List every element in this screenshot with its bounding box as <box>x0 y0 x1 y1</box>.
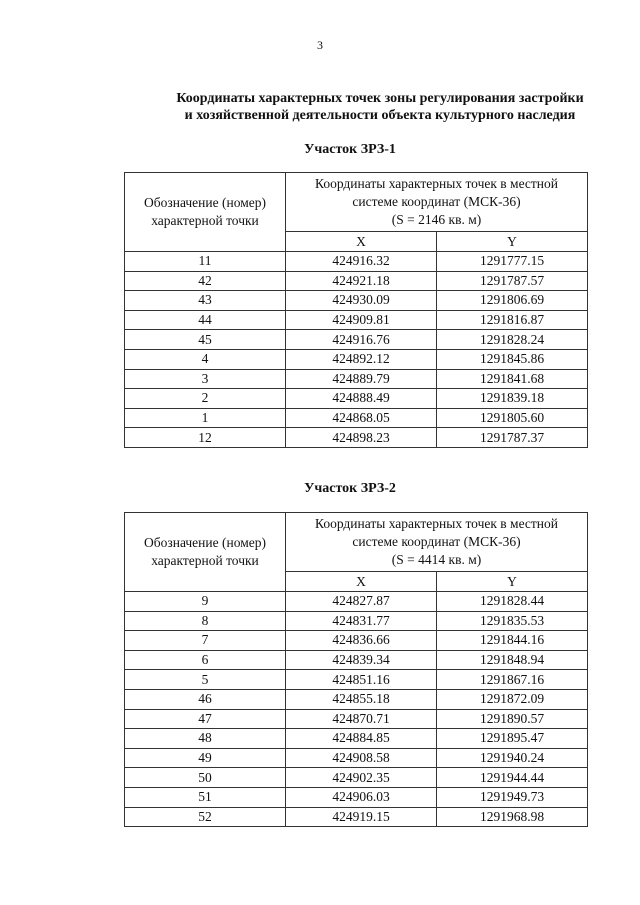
x-cell: 424889.79 <box>286 369 437 389</box>
table-row <box>125 592 588 612</box>
y-cell: 1291835.53 <box>437 611 588 631</box>
x-cell: 424831.77 <box>286 611 437 631</box>
point-cell: 50 <box>125 768 286 788</box>
point-cell: 8 <box>125 611 286 631</box>
point-cell: 51 <box>125 787 286 807</box>
x-cell: 424909.81 <box>286 310 437 330</box>
point-cell: 3 <box>125 369 286 389</box>
table-row <box>125 787 588 807</box>
y-cell: 1291895.47 <box>437 729 588 749</box>
x-cell: 424916.76 <box>286 330 437 350</box>
table-row <box>125 631 588 651</box>
table-row <box>125 709 588 729</box>
x-cell: 424930.09 <box>286 291 437 311</box>
x-header: X <box>286 572 437 592</box>
coordinates-header <box>286 513 588 572</box>
y-cell: 1291944.44 <box>437 768 588 788</box>
x-cell: 424919.15 <box>286 807 437 827</box>
y-cell: 1291816.87 <box>437 310 588 330</box>
section-title-zrz-2: Участок ЗРЗ-2 <box>304 481 396 496</box>
coordinates-header-area: (S = 4414 кв. м) <box>391 552 482 567</box>
point-cell: 47 <box>125 709 286 729</box>
x-cell: 424836.66 <box>286 631 437 651</box>
y-cell: 1291777.15 <box>437 252 588 272</box>
table-row <box>125 349 588 369</box>
table-row <box>125 768 588 788</box>
y-cell: 1291839.18 <box>437 389 588 409</box>
y-cell: 1291949.73 <box>437 787 588 807</box>
document-title-line-2: и хозяйственной деятельности объекта культурного наследия <box>184 108 576 123</box>
point-cell: 4 <box>125 349 286 369</box>
x-cell: 424898.23 <box>286 428 437 448</box>
table-row <box>125 689 588 709</box>
document-title-line-1: Координаты характерных точек зоны регулирования застройки <box>176 91 584 106</box>
table-row <box>125 291 588 311</box>
point-cell: 49 <box>125 748 286 768</box>
y-cell: 1291872.09 <box>437 689 588 709</box>
point-cell: 11 <box>125 252 286 272</box>
y-cell: 1291828.44 <box>437 592 588 612</box>
table-row <box>125 650 588 670</box>
y-cell: 1291940.24 <box>437 748 588 768</box>
point-cell: 48 <box>125 729 286 749</box>
coordinates-header-line-1: Координаты характерных точек в местной <box>314 516 558 531</box>
y-cell: 1291867.16 <box>437 670 588 690</box>
coordinates-header-line-1: Координаты характерных точек в местной <box>314 176 558 191</box>
table-row <box>125 807 588 827</box>
y-cell: 1291845.86 <box>437 349 588 369</box>
y-cell: 1291806.69 <box>437 291 588 311</box>
coordinates-header <box>286 173 588 232</box>
coordinates-header-area: (S = 2146 кв. м) <box>391 212 482 227</box>
x-cell: 424839.34 <box>286 650 437 670</box>
table-row <box>125 369 588 389</box>
point-cell: 9 <box>125 592 286 612</box>
section-title-zrz-1: Участок ЗРЗ-1 <box>304 142 396 157</box>
table-row <box>125 670 588 690</box>
x-cell: 424827.87 <box>286 592 437 612</box>
y-header: Y <box>437 572 588 592</box>
coordinates-table-zrz-1 <box>124 172 588 448</box>
table-body-zrz-2 <box>125 592 588 827</box>
point-cell: 5 <box>125 670 286 690</box>
table-row <box>125 408 588 428</box>
table-row <box>125 310 588 330</box>
point-cell: 46 <box>125 689 286 709</box>
point-label-header: Обозначение (номер) характерной точки <box>125 173 286 252</box>
x-cell: 424906.03 <box>286 787 437 807</box>
coordinates-table-zrz-2 <box>124 512 588 827</box>
y-cell: 1291787.57 <box>437 271 588 291</box>
coordinates-header-line-2: системе координат (МСК-36) <box>352 194 521 209</box>
point-cell: 52 <box>125 807 286 827</box>
x-cell: 424888.49 <box>286 389 437 409</box>
point-cell: 7 <box>125 631 286 651</box>
point-cell: 44 <box>125 310 286 330</box>
table-row <box>125 252 588 272</box>
y-cell: 1291890.57 <box>437 709 588 729</box>
table-row <box>125 611 588 631</box>
point-cell: 1 <box>125 408 286 428</box>
coordinates-header-line-2: системе координат (МСК-36) <box>352 534 521 549</box>
table-body-zrz-1 <box>125 252 588 448</box>
point-cell: 6 <box>125 650 286 670</box>
y-cell: 1291968.98 <box>437 807 588 827</box>
table-row <box>125 729 588 749</box>
table-row <box>125 389 588 409</box>
x-cell: 424855.18 <box>286 689 437 709</box>
table-row <box>125 748 588 768</box>
point-cell: 2 <box>125 389 286 409</box>
x-cell: 424884.85 <box>286 729 437 749</box>
x-cell: 424851.16 <box>286 670 437 690</box>
point-label-header: Обозначение (номер) характерной точки <box>125 513 286 592</box>
table-row <box>125 271 588 291</box>
y-cell: 1291848.94 <box>437 650 588 670</box>
table-row <box>125 330 588 350</box>
x-cell: 424921.18 <box>286 271 437 291</box>
y-cell: 1291844.16 <box>437 631 588 651</box>
y-cell: 1291805.60 <box>437 408 588 428</box>
x-cell: 424870.71 <box>286 709 437 729</box>
y-cell: 1291841.68 <box>437 369 588 389</box>
x-cell: 424892.12 <box>286 349 437 369</box>
point-cell: 12 <box>125 428 286 448</box>
x-cell: 424902.35 <box>286 768 437 788</box>
x-cell: 424908.58 <box>286 748 437 768</box>
document-title <box>140 90 620 124</box>
table-row <box>125 428 588 448</box>
y-header: Y <box>437 232 588 252</box>
x-cell: 424868.05 <box>286 408 437 428</box>
point-cell: 45 <box>125 330 286 350</box>
y-cell: 1291828.24 <box>437 330 588 350</box>
x-header: X <box>286 232 437 252</box>
point-cell: 43 <box>125 291 286 311</box>
page-number: 3 <box>317 38 323 52</box>
x-cell: 424916.32 <box>286 252 437 272</box>
point-cell: 42 <box>125 271 286 291</box>
y-cell: 1291787.37 <box>437 428 588 448</box>
